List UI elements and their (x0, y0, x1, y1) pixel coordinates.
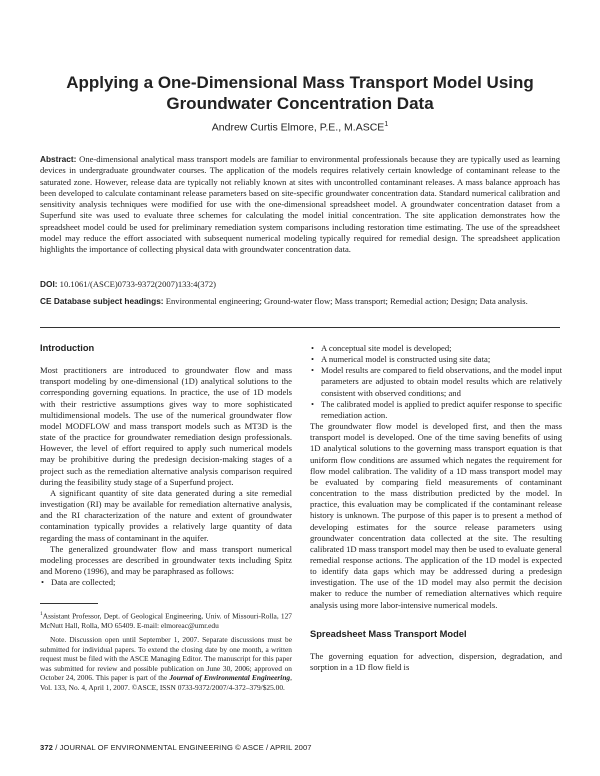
right-column (310, 343, 562, 673)
subject-headings-text: Environmental engineering; Ground-water flow; Mass transport; Remedial action; Design; Data analysis. (165, 296, 528, 306)
list-item: • The calibrated model is applied to predict aquifer response to specific remediation action. (311, 398, 562, 420)
left-bullet-list (40, 577, 292, 588)
intro-paragraph-2: A significant quantity of site data generated during a site remedial investigation (RI) may be available for remediation alternative analysis, and the RI characterization of the nature and extent of groundwater contamination typically provides a relatively large quantity of data regarding the mass of contaminant in the aquifer. (40, 487, 292, 543)
page-number: 372 (40, 743, 53, 752)
page-footer (40, 743, 560, 752)
author-footnote: $^1$Assistant Professor, Dept. of Geological Engineering, Univ. of Missouri-Rolla, 127 McNutt Hall, Rolla, MO 65409. E-mail: elmoreac@umr.edu (40, 611, 292, 631)
abstract-text: One-dimensional analytical mass transport models are familiar to environmental professionals because they are typically used as learning devices in undergraduate groundwater courses. The application of the models requires relatively certain knowledge of contaminant release to the saturated zone. However, release data are typically not reliably known at sites with uncontrolled contaminant releases. A mass balance approach has been developed to calculate contaminant release parameters based on site-specific groundwater concentration data. Standard numerical calibration and sensitivity analysis techniques were modified for use with the one-dimensional spreadsheet model. A groundwater concentration dataset from a Superfund site was used to evaluate three schemes for calculating the model initial concentration. The site application demonstrates how the spreadsheet model could be used for preliminary remediation system comparisons including restoration time estimating. The use of the spreadsheet model may reduce the effort associated with subsequent numerical modeling typically required for remedial design. The spreadsheet application highlights the importance of collecting physical data with groundwater concentration data. (40, 154, 560, 255)
paper-title: Applying a One-Dimensional Mass Transport Model Using Groundwater Concentration Data (66, 73, 534, 113)
introduction-heading: Introduction (40, 343, 95, 353)
right-bullet-list (310, 343, 562, 421)
list-item: • A conceptual site model is developed; (311, 343, 452, 353)
subject-headings-label: CE Database subject headings: (40, 296, 164, 306)
doi-label: DOI: (40, 279, 58, 289)
footnote-divider (40, 603, 98, 604)
spreadsheet-model-heading: Spreadsheet Mass Transport Model (310, 628, 467, 639)
journal-running-footer: / JOURNAL OF ENVIRONMENTAL ENGINEERING © ASCE / APRIL 2007 (52, 743, 312, 752)
right-paragraph-2: The governing equation for advection, dispersion, degradation, and sorption in a 1D flow field is (310, 650, 562, 673)
subject-headings (40, 296, 560, 307)
abstract-label: Abstract: (40, 154, 77, 164)
bullet-icon: • (311, 354, 315, 365)
author-name: Andrew Curtis Elmore, P.E., M.ASCE (211, 121, 385, 134)
author-line (40, 121, 560, 134)
footnotes (40, 610, 292, 692)
right-paragraph-1: The groundwater flow model is developed first, and then the mass transport model is developed. One of the time saving benefits of using 1D analytical solutions to the governing mass transport equation is that uniform flow conditions are assumed which negates the requirement for flow model calibration. The validity of a 1D mass transport model may be evaluated by comparing field measurements of contaminant concentration to the mass distribution predicted by the model. In practice, this evaluation may be complicated if the contaminant release history is unknown. The purpose of this paper is to present a method of developing estimates for the source release parameters using groundwater concentration data collected at the site. The resulting calibrated 1D mass transport model may then be used to evaluate general remedial response actions. The application of the 1D model is expected to identify data gaps which may be addressed during a predesign investigation. The use of the 1D model may also permit the decision maker to reduce the number of remediation alternatives which require analysis using more labor-intensive numerical models. (310, 421, 562, 610)
bullet-icon: • (41, 577, 45, 588)
abstract (40, 154, 560, 256)
doi-text: 10.1061/(ASCE)0733-9372(2007)133:4(372) (59, 279, 217, 289)
left-column (40, 343, 292, 697)
author-footnote-mark: 1 (384, 121, 389, 128)
list-item: • A numerical model is constructed using site data; (311, 354, 491, 365)
bullet-icon: • (311, 343, 315, 353)
discussion-note: Note. Discussion open until September 1, 2007. Separate discussions must be submitted for individual papers. To extend the closing date by one month, a written request must be filed with the ASCE Managing Editor. The manuscript for this paper was submitted for review and possible publication on June 30, 2006; approved on October 24, 2006. This paper is part of the Journal of Environmental Engineering, Vol. 133, No. 4, April 1, 2007. ©ASCE, ISSN 0733-9372/2007/4-372–379/$25.00. (40, 634, 292, 692)
bullet-icon: • (311, 365, 315, 376)
list-item: • Model results are compared to field observations, and the model input parameters are adjusted to obtain model results which are relatively consistent with observed conditions; and (311, 365, 562, 398)
intro-paragraph-3: The generalized groundwater flow and mass transport numerical modeling processes are described in groundwater texts including Spitz and Moreno (1996), and may be paraphrased as follows: (40, 543, 292, 576)
doi-line (40, 279, 560, 289)
list-item: • Data are collected; (41, 577, 116, 588)
bullet-icon: • (311, 398, 315, 409)
header-divider (40, 327, 560, 328)
intro-paragraph-1: Most practitioners are introduced to groundwater flow and mass transport modeling by one-dimensional (1D) analytical solutions to the corresponding governing equations. In practice, the use of 1D models with their restrictive assumptions gives way to more sophisticated multidimensional models. The use of the numerical groundwater flow model MODFLOW and mass transport models such as MT3D is the state of the practice for groundwater remediation design professionals. However, the level of effort required to apply such numerical models may be prohibitive during the predesign decision-making stages of a project such as the remediation alternative analysis comparison required during the feasibility study stage of a Superfund project. (40, 365, 292, 487)
